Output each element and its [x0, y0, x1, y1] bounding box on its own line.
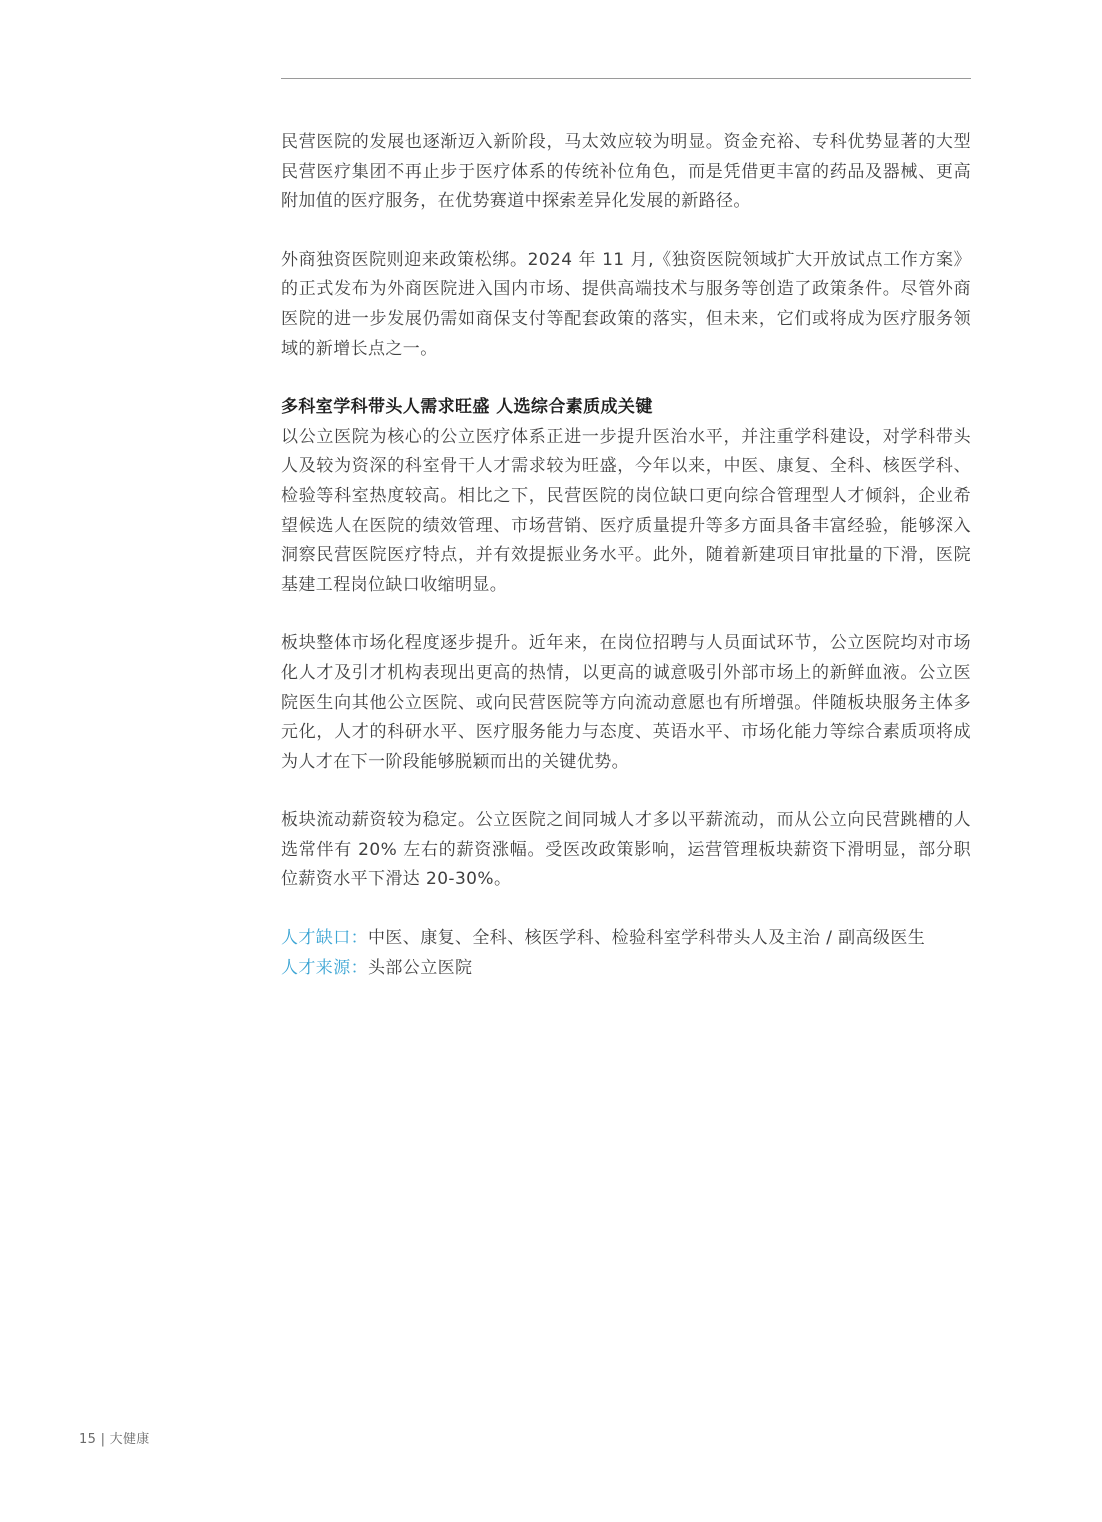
paragraph-marketization: 板块整体市场化程度逐步提升。近年来，在岗位招聘与人员面试环节，公立医院均对市场化人才及引才机构表现出更高的热情，以更高的诚意吸引外部市场上的新鲜血液。公立医院医生向其他公立医院、或向民营医院等方向流动意愿也有所增强。伴随板块服务主体多元化，人才的科研水平、医疗服务能力与态度、英语水平、市场化能力等综合素质项将成为人才在下一阶段能够脱颖而出的关键优势。 — [281, 633, 971, 772]
page-footer: 15 | 大健康 — [79, 1432, 150, 1447]
talent-source-label: 人才来源： — [281, 957, 368, 978]
section-heading: 多科室学科带头人需求旺盛 人选综合素质成关键 — [281, 397, 653, 418]
talent-gap-value: 中医、康复、全科、核医学科、检验科室学科带头人及主治 / 副高级医生 — [368, 928, 926, 949]
article-body — [281, 128, 971, 983]
paragraph-private-hospitals: 民营医院的发展也逐渐迈入新阶段，马太效应较为明显。资金充裕、专科优势显著的大型民营医疗集团不再止步于医疗体系的传统补位角色，而是凭借更丰富的药品及器械、更高附加值的医疗服务，在优势赛道中探索差异化发展的新路径。 — [281, 132, 971, 212]
paragraph-salary: 板块流动薪资较为稳定。公立医院之间同城人才多以平薪流动，而从公立向民营跳槽的人选常伴有 20% 左右的薪资涨幅。受医改政策影响，运营管理板块薪资下滑明显，部分职位薪资水平下滑达 20-30%。 — [281, 810, 971, 890]
top-divider — [281, 78, 971, 79]
talent-source-value: 头部公立医院 — [368, 957, 473, 978]
talent-source-line — [281, 954, 971, 984]
talent-gap-label: 人才缺口： — [281, 928, 368, 949]
paragraph-public-system: 以公立医院为核心的公立医疗体系正进一步提升医治水平，并注重学科建设，对学科带头人及较为资深的科室骨干人才需求较为旺盛，今年以来，中医、康复、全科、核医学科、检验等科室热度较高。相比之下，民营医院的岗位缺口更向综合管理型人才倾斜，企业希望候选人在医院的绩效管理、市场营销、医疗质量提升等多方面具备丰富经验，能够深入洞察民营医院医疗特点，并有效提振业务水平。此外，随着新建项目审批量的下滑，医院基建工程岗位缺口收缩明显。 — [281, 426, 971, 595]
paragraph-foreign-hospitals: 外商独资医院则迎来政策松绑。2024 年 11 月,《独资医院领域扩大开放试点工作方案》的正式发布为外商医院进入国内市场、提供高端技术与服务等创造了政策条件。尽管外商医院的进一步发展仍需如商保支付等配套政策的落实，但未来，它们或将成为医疗服务领域的新增长点之一。 — [281, 249, 971, 359]
talent-gap-line — [281, 924, 971, 954]
talent-summary — [281, 924, 971, 983]
